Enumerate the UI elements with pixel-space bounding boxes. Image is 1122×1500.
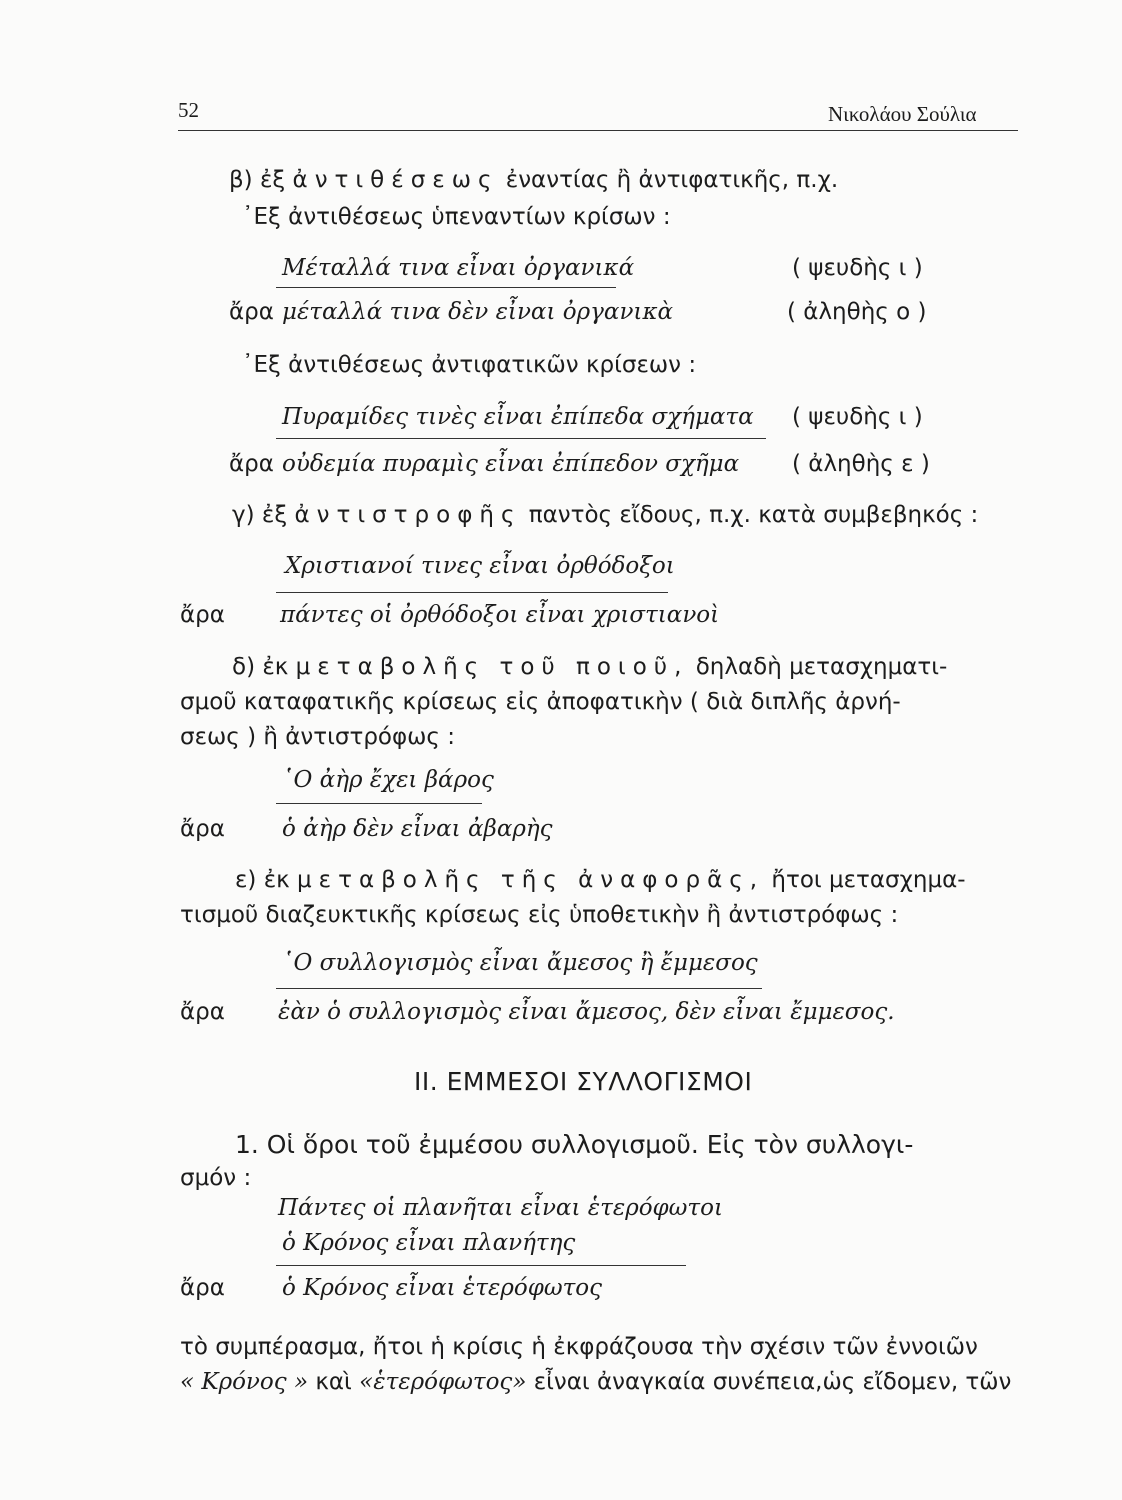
section-d-line-3: σεως ) ἢ ἀντιστρόφως : xyxy=(180,724,455,750)
section-e-spaced-term: μεταβολῆς τῆς ἀναφορᾶς, xyxy=(297,867,765,893)
section-b-line-3: ᾿Εξ ἀντιθέσεως ἀντιφατικῶν κρίσεων : xyxy=(242,352,697,378)
d-rule xyxy=(276,803,482,804)
section-b-line-1 xyxy=(229,166,838,194)
section-e-lead: ε) ἐκ xyxy=(235,867,290,893)
section-c-spaced-term: ἀντιστροφῆς xyxy=(294,502,522,528)
syl-rule xyxy=(276,1265,686,1266)
section-b-rest: ἐναντίας ἢ ἀντιφατικῆς, π.χ. xyxy=(505,167,839,193)
ex2-premise-tag: ( ψευδὴς ι ) xyxy=(792,404,923,430)
ex1-ara: ἄρα xyxy=(229,299,274,325)
section-d-line-1 xyxy=(232,653,947,681)
ex2-premise: Πυραμίδες τινὲς εἶναι ἐπίπεδα σχήματα xyxy=(282,404,754,430)
section-b-spaced-term: ἀντιθέσεως xyxy=(292,167,499,193)
section-d-spaced-term: μεταβολῆς τοῦ ποιοῦ, xyxy=(295,654,689,680)
ii-p1-line-1: 1. Οἱ ὅροι τοῦ ἐμμέσου συλλογισμοῦ. Εἰς τὸν συλλογι- xyxy=(235,1130,914,1159)
term-kronos: « Κρόνος » xyxy=(180,1369,309,1395)
section-d-rest: δηλαδὴ μετασχηματι- xyxy=(695,654,948,680)
section-c-lead: γ) ἐξ xyxy=(232,502,288,528)
ex1-premise: Μέταλλά τινα εἶναι ὀργανικά xyxy=(282,255,635,281)
ex2-ara: ἄρα xyxy=(229,451,274,477)
ex2-conclusion: οὐδεμία πυραμὶς εἶναι ἐπίπεδον σχῆμα xyxy=(282,451,740,477)
d-conclusion: ὁ ἀὴρ δὲν εἶναι ἀβαρὴς xyxy=(282,816,553,842)
running-title: Νικολάου Σούλια xyxy=(828,102,977,126)
e-conclusion: ἐὰν ὁ συλλογισμὸς εἶναι ἄμεσος, δὲν εἶναι ἔμμεσος. xyxy=(278,999,895,1025)
section-d-lead: δ) ἐκ xyxy=(232,654,289,680)
ii-p2-line-1: τὸ συμπέρασμα, ἤτοι ἡ κρίσις ἡ ἐκφράζουσα τὴν σχέσιν τῶν ἐννοιῶν xyxy=(180,1334,978,1360)
page-number: 52 xyxy=(178,98,199,122)
ex2-rule xyxy=(276,438,766,439)
section-c-rest: παντὸς εἴδους, π.χ. κατὰ συμβεβηκός : xyxy=(528,502,979,528)
section-b-line-2: ᾿Εξ ἀντιθέσεως ὑπεναντίων κρίσων : xyxy=(242,204,671,230)
section-c-line-1 xyxy=(232,501,978,529)
ii-p2-line-2 xyxy=(180,1368,1011,1396)
ex2-conclusion-tag: ( ἀληθὴς ε ) xyxy=(792,451,930,477)
syl-conclusion: ὁ Κρόνος εἶναι ἑτερόφωτος xyxy=(282,1275,603,1301)
syl-minor-premise: ὁ Κρόνος εἶναι πλανήτης xyxy=(282,1230,576,1256)
e-rule xyxy=(276,988,762,989)
c-rule xyxy=(276,592,668,593)
ex1-rule xyxy=(276,287,616,288)
c-premise: Χριστιανοί τινες εἶναι ὀρθόδοξοι xyxy=(285,553,675,579)
ii-p2-rest: εἶναι ἀναγκαία συνέπεια,ὡς εἴδομεν, τῶν xyxy=(533,1369,1012,1395)
d-premise: ῾Ο ἀὴρ ἔχει βάρος xyxy=(282,767,494,793)
section-e-line-2: τισμοῦ διαζευκτικῆς κρίσεως εἰς ὑποθετικὴν ἢ ἀντιστρόφως : xyxy=(180,902,899,928)
section-b-lead: β) ἐξ xyxy=(229,167,286,193)
ii-p1-line-2: σμόν : xyxy=(180,1165,252,1191)
ex1-conclusion-tag: ( ἀληθὴς ο ) xyxy=(787,299,927,325)
section-e-line-1 xyxy=(235,866,966,894)
ex1-conclusion: μέταλλά τινα δὲν εἶναι ὀργανικὰ xyxy=(282,299,674,325)
syl-ara: ἄρα xyxy=(180,1275,225,1301)
term-eterofotos: «ἑτερόφωτος» xyxy=(359,1369,527,1395)
kai-word: καὶ xyxy=(315,1369,352,1395)
d-ara: ἄρα xyxy=(180,816,225,842)
section-e-rest: ἤτοι μετασχημα- xyxy=(771,867,966,893)
section-ii-heading: II. ΕΜΜΕΣΟΙ ΣΥΛΛΟΓΙΣΜΟΙ xyxy=(414,1067,753,1096)
e-ara: ἄρα xyxy=(180,999,225,1025)
syl-major-premise: Πάντες οἱ πλανῆται εἶναι ἑτερόφωτοι xyxy=(278,1195,724,1221)
header-rule xyxy=(178,130,1018,131)
ex1-premise-tag: ( ψευδὴς ι ) xyxy=(792,255,923,281)
section-d-line-2: σμοῦ καταφατικῆς κρίσεως εἰς ἀποφατικὴν ( διὰ διπλῆς ἀρνή- xyxy=(180,689,901,715)
e-premise: ῾Ο συλλογισμὸς εἶναι ἄμεσος ἢ ἔμμεσος xyxy=(282,950,758,976)
c-conclusion: πάντες οἱ ὀρθόδοξοι εἶναι χριστιανοὶ xyxy=(280,602,720,628)
c-ara: ἄρα xyxy=(180,602,225,628)
